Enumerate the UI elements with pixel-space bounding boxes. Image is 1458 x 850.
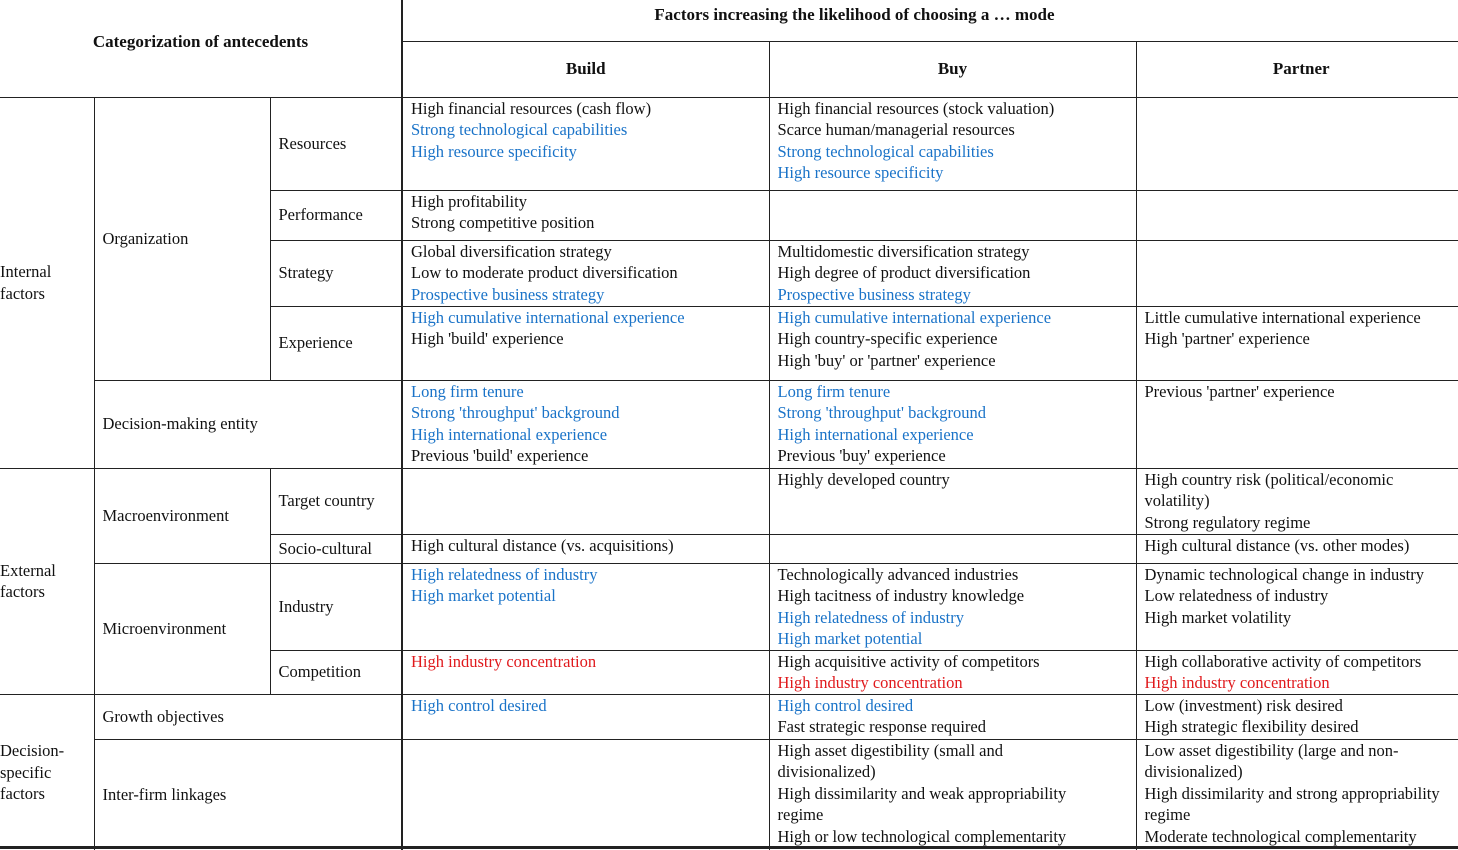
factor-line: High asset digestibility (small and [777,740,1003,760]
cell-growth-build [402,694,769,739]
factor-line: Previous 'buy' experience [777,446,946,465]
cell-resources-buy [769,97,1136,190]
factor-line: Strong technological capabilities [411,120,628,139]
category-socio-cultural: Socio-cultural [270,534,402,563]
factor-line: Fast strategic response required [777,717,986,736]
cell-competition-build [402,650,769,694]
cell-socio-cultural-partner [1136,534,1458,563]
factor-line: Global diversification strategy [411,241,612,261]
factor-line: High 'partner' experience [1144,329,1310,348]
factor-line: High cultural distance (vs. other modes) [1144,535,1410,555]
cell-socio-cultural-buy [769,534,1136,563]
group-external-factors: External factors [0,468,94,694]
factor-line: Long firm tenure [777,381,891,401]
factor-line: High acquisitive activity of competitors [777,651,1040,671]
category-experience: Experience [270,306,402,380]
cell-experience-build [402,306,769,380]
factor-line: High degree of product diversification [777,263,1031,282]
factor-line: High resource specificity [411,141,577,161]
buy-column-header: Buy [769,41,1136,97]
factor-line: Low asset digestibility (large and non- [1144,740,1399,760]
factor-line: High relatedness of industry [411,564,598,584]
subgroup-organization: Organization [94,97,270,380]
cell-performance-buy [769,190,1136,240]
factors-header: Factors increasing the likelihood of choosing a … mode [402,0,1458,41]
factor-line: High international experience [411,424,608,444]
factor-line: High cultural distance (vs. acquisitions) [411,535,674,555]
factor-line: High market potential [777,629,923,648]
category-resources: Resources [270,97,402,190]
factor-line: volatility) [1144,491,1210,510]
factor-line: High financial resources (cash flow) [411,98,652,118]
factor-line: Long firm tenure [411,381,524,401]
subgroup-growth-objectives: Growth objectives [94,694,402,739]
cell-target-country-partner [1136,468,1458,534]
factor-line: Dynamic technological change in industry [1144,564,1425,584]
factor-line: Strong regulatory regime [1144,512,1311,532]
subgroup-inter-firm-linkages: Inter-firm linkages [94,739,402,850]
cell-resources-partner [1136,97,1458,190]
factor-line: Little cumulative international experience [1144,307,1421,327]
factor-line: Low to moderate product diversification [411,263,678,282]
factor-line: Highly developed country [777,469,950,489]
factor-line: High market potential [411,586,556,605]
factor-line: Prospective business strategy [777,284,971,304]
cell-industry-buy [769,563,1136,650]
factor-line: Strong 'throughput' background [777,403,987,422]
factor-line: Previous 'build' experience [411,446,589,465]
cell-strategy-partner [1136,240,1458,306]
cell-growth-partner [1136,694,1458,739]
factor-line: High relatedness of industry [777,607,965,627]
cell-linkages-buy [769,739,1136,850]
cell-strategy-build [402,240,769,306]
cell-industry-build [402,563,769,650]
factor-line: Previous 'partner' experience [1144,381,1335,401]
factor-line: High 'buy' or 'partner' experience [777,350,996,370]
factor-line: High profitability [411,191,527,211]
group-internal-factors: Internal factors [0,97,94,468]
factor-line: Multidomestic diversification strategy [777,241,1030,261]
cell-dme-buy [769,380,1136,468]
subgroup-decision-making-entity: Decision-making entity [94,380,402,468]
cell-linkages-build [402,739,769,850]
category-competition: Competition [270,650,402,694]
factor-line: Low relatedness of industry [1144,586,1329,605]
cell-target-country-build [402,468,769,534]
group-decision-specific-factors: Decision-specific factors [0,741,65,803]
factor-line: High tacitness of industry knowledge [777,586,1025,605]
factor-line: Moderate technological complementarity [1144,826,1417,846]
factor-line: High industry concentration [777,673,963,692]
subgroup-macroenvironment: Macroenvironment [94,468,270,563]
factor-line: High financial resources (stock valuation) [777,98,1055,118]
cell-performance-build [402,190,769,240]
cell-performance-partner [1136,190,1458,240]
cell-dme-partner [1136,380,1458,468]
factor-line: Scarce human/managerial resources [777,120,1015,139]
cell-strategy-buy [769,240,1136,306]
factor-line: High or low technological complementarity [777,826,1067,846]
partner-column-header: Partner [1136,41,1458,97]
categorization-header: Categorization of antecedents [0,0,402,97]
category-industry: Industry [270,563,402,650]
cell-growth-buy [769,694,1136,739]
cell-socio-cultural-build [402,534,769,563]
factor-line: High country risk (political/economic [1144,469,1394,489]
factor-line: Strong 'throughput' background [411,403,620,422]
factor-line: High control desired [411,695,547,715]
factor-line: High market volatility [1144,607,1292,627]
factor-line: High collaborative activity of competitors [1144,651,1422,671]
bottom-rule [0,846,1458,849]
factor-line: High industry concentration [411,651,597,671]
cell-linkages-partner [1136,739,1458,850]
factor-line: High dissimilarity and weak appropriability [777,783,1067,803]
factor-line: High 'build' experience [411,329,564,348]
factor-line: divisionalized) [1144,762,1243,781]
factor-line: High control desired [777,695,914,715]
factor-line: High industry concentration [1144,673,1330,692]
cell-dme-build [402,380,769,468]
factor-line: Technologically advanced industries [777,564,1019,584]
category-performance: Performance [270,190,402,240]
factor-line: divisionalized) [777,762,876,781]
cell-experience-buy [769,306,1136,380]
cell-competition-partner [1136,650,1458,694]
factor-line: Prospective business strategy [411,284,605,304]
factor-line: regime [1144,805,1191,824]
cell-competition-buy [769,650,1136,694]
cell-resources-build [402,97,769,190]
category-target-country: Target country [270,468,402,534]
factor-line: Strong competitive position [411,213,595,232]
factor-line: High cumulative international experience [777,307,1052,327]
factor-line: High cumulative international experience [411,307,685,327]
cell-industry-partner [1136,563,1458,650]
factor-line: Low (investment) risk desired [1144,695,1343,715]
category-strategy: Strategy [270,240,402,306]
factor-line: High dissimilarity and strong appropriability [1144,783,1440,803]
subgroup-microenvironment: Microenvironment [94,563,270,694]
factor-line: High country-specific experience [777,329,998,348]
factor-line: Strong technological capabilities [777,141,994,161]
factor-line: High international experience [777,424,974,444]
cell-target-country-buy [769,468,1136,534]
factor-line: High strategic flexibility desired [1144,717,1359,736]
factor-line: regime [777,805,824,824]
cell-experience-partner [1136,306,1458,380]
build-column-header: Build [402,41,769,97]
factor-line: High resource specificity [777,163,944,182]
